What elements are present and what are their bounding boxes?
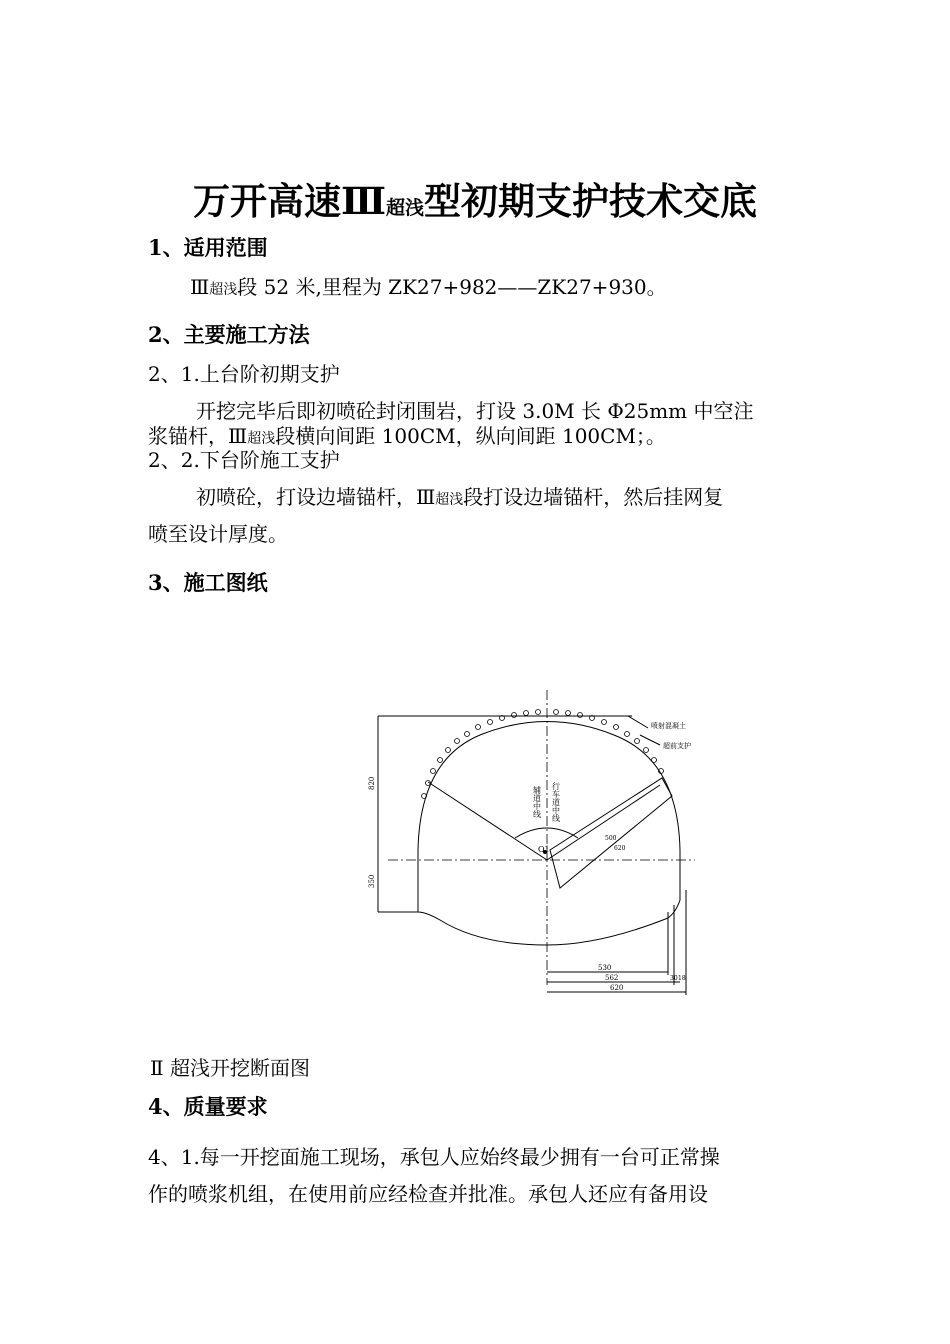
para-2-1-line2: 浆锚杆，Ⅲ超浅段横向间距 100CM，纵向间距 100CM；。 bbox=[148, 424, 666, 448]
section-1-heading: 1、适用范围 bbox=[148, 235, 268, 260]
label-o1: O1 bbox=[538, 845, 550, 854]
label-dim-h2: 350 bbox=[368, 874, 376, 888]
label-support: 超前支护 bbox=[663, 742, 691, 750]
label-aux-centerline: 辅道中线 bbox=[532, 786, 542, 818]
para-2-2-line2: 喷至设计厚度。 bbox=[148, 522, 288, 546]
section-3-heading: 3、施工图纸 bbox=[148, 570, 268, 595]
tunnel-outer-profile bbox=[418, 722, 680, 946]
figure-caption: Ⅱ 超浅开挖断面图 bbox=[150, 1056, 310, 1080]
label-lane-centerline: 行车道中线 bbox=[551, 782, 561, 822]
para-2-2-line1: 初喷砼，打设边墙锚杆，Ⅲ超浅段打设边墙锚杆，然后挂网复 bbox=[196, 485, 724, 509]
label-dim-r1: 500 bbox=[605, 835, 617, 842]
label-dim-r2: 620 bbox=[614, 845, 626, 852]
section-4-line1: 4、1.每一开挖面施工现场，承包人应始终最少拥有一台可正常操 bbox=[148, 1145, 720, 1169]
label-dim-b2: 562 bbox=[605, 974, 619, 982]
label-dim-h1: 820 bbox=[368, 776, 376, 790]
anchor-bolts bbox=[422, 710, 664, 799]
label-shotcrete: 喷射混凝土 bbox=[651, 722, 686, 730]
angle-arc bbox=[515, 828, 578, 838]
section-4-line2: 作的喷浆机组，在使用前应经检查并批准。承包人还应有备用设 bbox=[148, 1182, 708, 1206]
tunnel-section-drawing bbox=[360, 685, 710, 1000]
label-dim-side2: 18 bbox=[678, 975, 686, 982]
label-dim-b3: 620 bbox=[610, 984, 624, 992]
section-2-heading: 2、主要施工方法 bbox=[148, 322, 310, 347]
page-title: 万开高速Ⅲ超浅型初期支护技术交底 bbox=[192, 179, 758, 223]
section-1-text: Ⅲ超浅段 52 米,里程为 ZK27+982——ZK27+930。 bbox=[190, 275, 667, 299]
excavation-line-left bbox=[428, 782, 547, 860]
subsection-2-1: 2、1.上台阶初期支护 bbox=[148, 362, 340, 386]
leader-shotcrete bbox=[628, 716, 648, 728]
label-dim-b1: 530 bbox=[598, 964, 612, 972]
leader-support bbox=[640, 735, 660, 745]
para-2-1-line1: 开挖完毕后即初喷砼封闭围岩，打设 3.0M 长 Φ25mm 中空注 bbox=[196, 399, 754, 423]
label-dim-side1: 30 bbox=[670, 975, 678, 982]
subsection-2-2: 2、2.下台阶施工支护 bbox=[148, 448, 340, 472]
excavation-line-right bbox=[547, 785, 660, 860]
section-4-heading: 4、质量要求 bbox=[148, 1094, 268, 1119]
